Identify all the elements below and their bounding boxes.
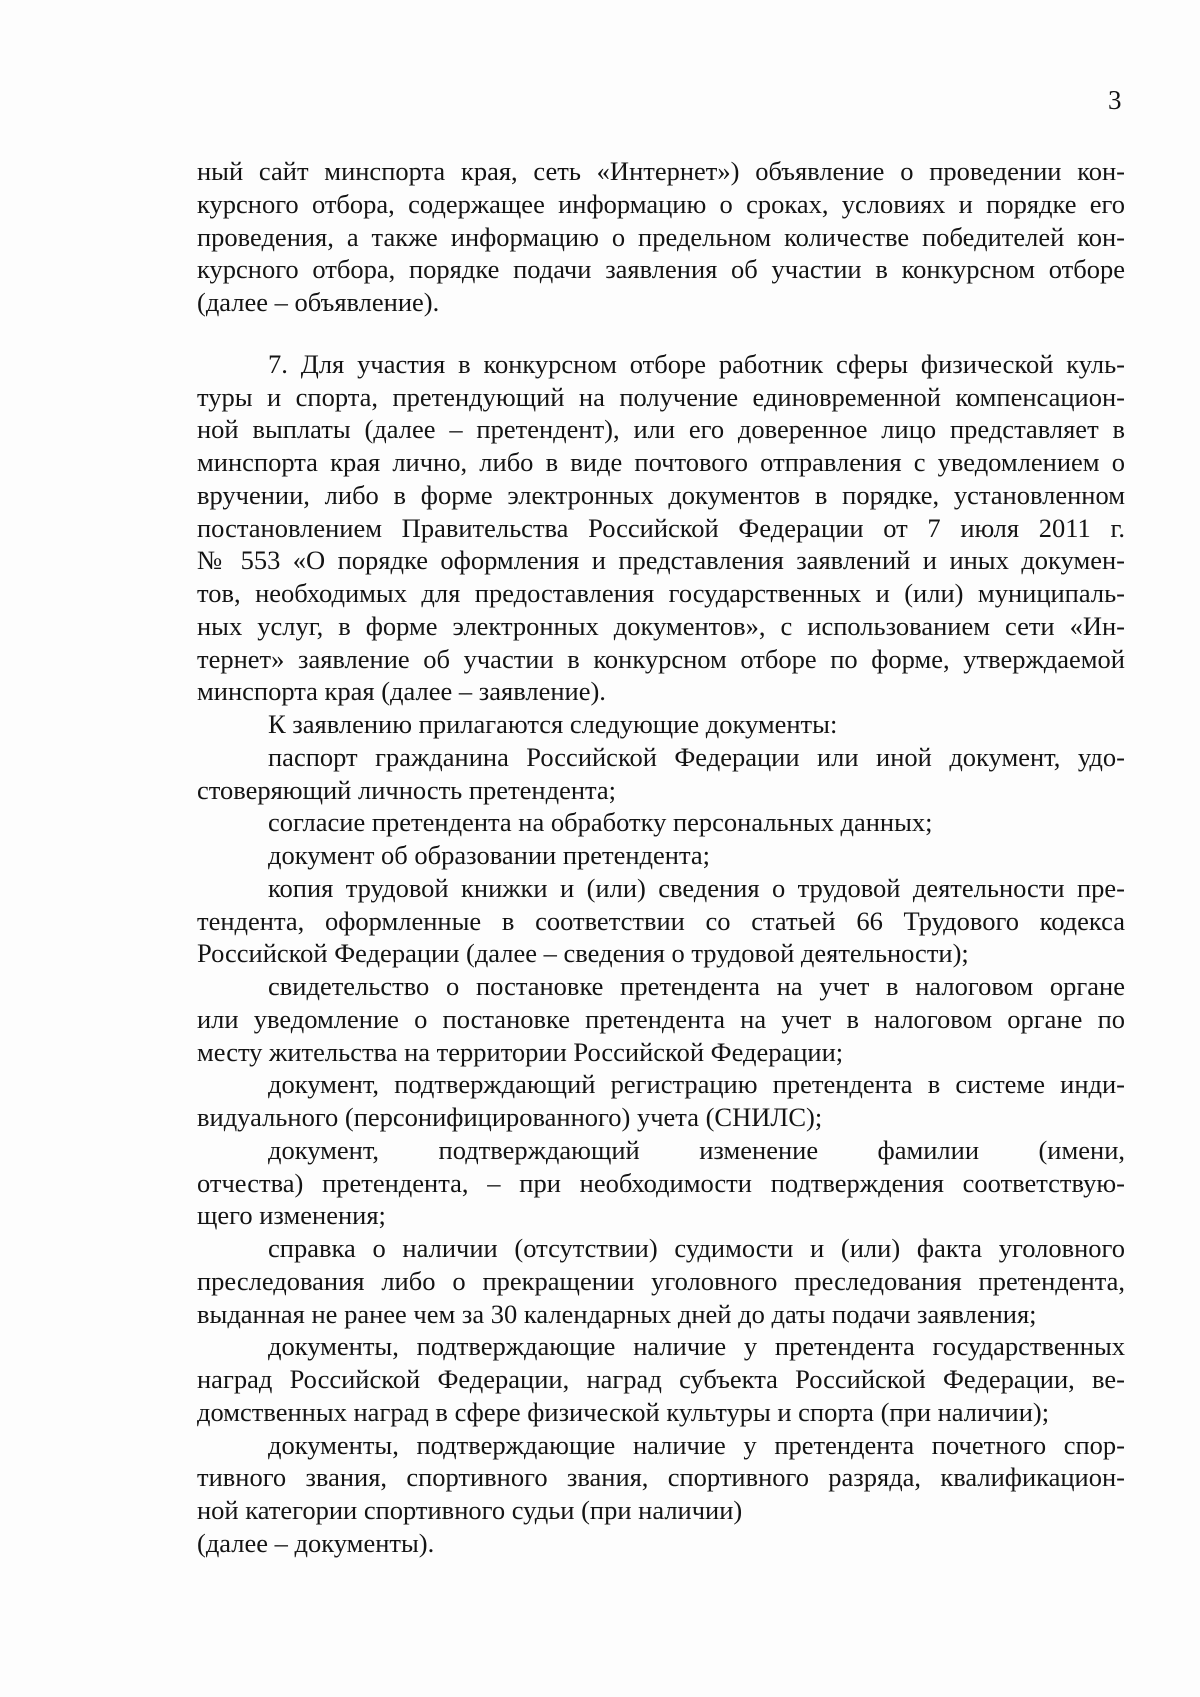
text-line: постановлением Правительства Российской Федерации от 7 июля 2011 г. xyxy=(197,512,1125,543)
text-line: Российской Федерации (далее – сведения о трудовой деятельности); xyxy=(197,938,969,969)
text-line: тов, необходимых для предоставления государственных и (или) муниципаль- xyxy=(197,578,1125,608)
page-number: 3 xyxy=(1108,85,1122,115)
text-line: документ об образовании претендента; xyxy=(268,840,710,870)
text-line: минспорта края (далее – заявление). xyxy=(197,676,606,707)
paragraph xyxy=(197,1068,1125,1134)
paragraph xyxy=(197,806,1125,839)
text-line: видуального (персонифицированного) учета (СНИЛС); xyxy=(197,1102,823,1132)
text-line: наград Российской Федерации, наград субъекта Российской Федерации, ве- xyxy=(197,1364,1125,1394)
text-line: или уведомление о постановке претендента на учет в налоговом органе по xyxy=(197,1003,1125,1034)
paragraph xyxy=(197,1134,1125,1232)
text-line: туры и спорта, претендующий на получение единовременной компенсацион- xyxy=(197,381,1125,412)
text-line: проведения, а также информацию о предельном количестве победителей кон- xyxy=(197,221,1125,252)
text-line: паспорт гражданина Российской Федерации или иной документ, удо- xyxy=(268,741,1125,772)
text-line: тивного звания, спортивного звания, спортивного разряда, квалификацион- xyxy=(197,1462,1125,1493)
text-line: курсного отбора, порядке подачи заявления об участии в конкурсном отборе xyxy=(197,254,1125,285)
text-line: минспорта края лично, либо в виде почтового отправления с уведомлением о xyxy=(197,447,1125,477)
text-line: копия трудовой книжки и (или) сведения о трудовой деятельности пре- xyxy=(268,872,1125,903)
text-line: ной выплаты (далее – претендент), или его доверенное лицо представляет в xyxy=(197,414,1125,445)
text-line: свидетельство о постановке претендента на учет в налоговом органе xyxy=(268,971,1125,1001)
paragraph-gap xyxy=(197,319,1125,348)
text-line: вручении, либо в форме электронных документов в порядке, установленном xyxy=(197,479,1125,510)
text-line: тернет» заявление об участии в конкурсном отборе по форме, утверждаемой xyxy=(197,643,1125,674)
text-line: тендента, оформленные в соответствии со статьей 66 Трудового кодекса xyxy=(197,905,1125,936)
text-line: документ, подтверждающий изменение фамилии (имени, xyxy=(268,1134,1125,1165)
text-line: 7. Для участия в конкурсном отборе работник сферы физической куль- xyxy=(268,348,1125,379)
paragraph xyxy=(197,839,1125,872)
text-line: отчества) претендента, – при необходимости подтверждения соответствую- xyxy=(197,1167,1125,1198)
text-line: К заявлению прилагаются следующие документы: xyxy=(268,709,838,739)
paragraph xyxy=(197,155,1125,319)
text-line: согласие претендента на обработку персональных данных; xyxy=(268,807,933,838)
text-line: ный сайт минспорта края, сеть «Интернет») объявление о проведении кон- xyxy=(197,156,1125,186)
text-line: щего изменения; xyxy=(197,1200,386,1231)
document-body xyxy=(197,155,1125,1560)
paragraph xyxy=(197,1232,1125,1330)
text-line: (далее – объявление). xyxy=(197,287,440,317)
paragraph xyxy=(197,970,1125,1068)
text-line: выданная не ранее чем за 30 календарных дней до даты подачи заявления; xyxy=(197,1298,1037,1329)
text-line: документы, подтверждающие наличие у претендента почетного спор- xyxy=(268,1429,1125,1460)
text-line: стоверяющий личность претендента; xyxy=(197,774,617,805)
text-line: месту жительства на территории Российской Федерации; xyxy=(197,1036,844,1067)
paragraph xyxy=(197,872,1125,970)
text-line: ных услуг, в форме электронных документов», с использованием сети «Ин- xyxy=(197,610,1125,641)
text-line: (далее – документы). xyxy=(197,1527,435,1558)
text-line: документы, подтверждающие наличие у претендента государственных xyxy=(268,1331,1125,1362)
text-line: ной категории спортивного судьи (при наличии) xyxy=(197,1495,743,1525)
text-line: домственных наград в сфере физической культуры и спорта (при наличии); xyxy=(197,1396,1050,1427)
text-line: № 553 «О порядке оформления и представления заявлений и иных докумен- xyxy=(197,545,1125,576)
paragraph xyxy=(197,1429,1125,1560)
text-line: документ, подтверждающий регистрацию претендента в системе инди- xyxy=(268,1069,1125,1100)
text-line: преследования либо о прекращении уголовного преследования претендента, xyxy=(197,1265,1125,1296)
paragraph xyxy=(197,708,1125,741)
text-line: курсного отбора, содержащее информацию о сроках, условиях и порядке его xyxy=(197,188,1125,219)
paragraph xyxy=(197,1330,1125,1428)
text-line: справка о наличии (отсутствии) судимости и (или) факта уголовного xyxy=(268,1233,1125,1263)
paragraph xyxy=(197,741,1125,807)
paragraph xyxy=(197,348,1125,708)
